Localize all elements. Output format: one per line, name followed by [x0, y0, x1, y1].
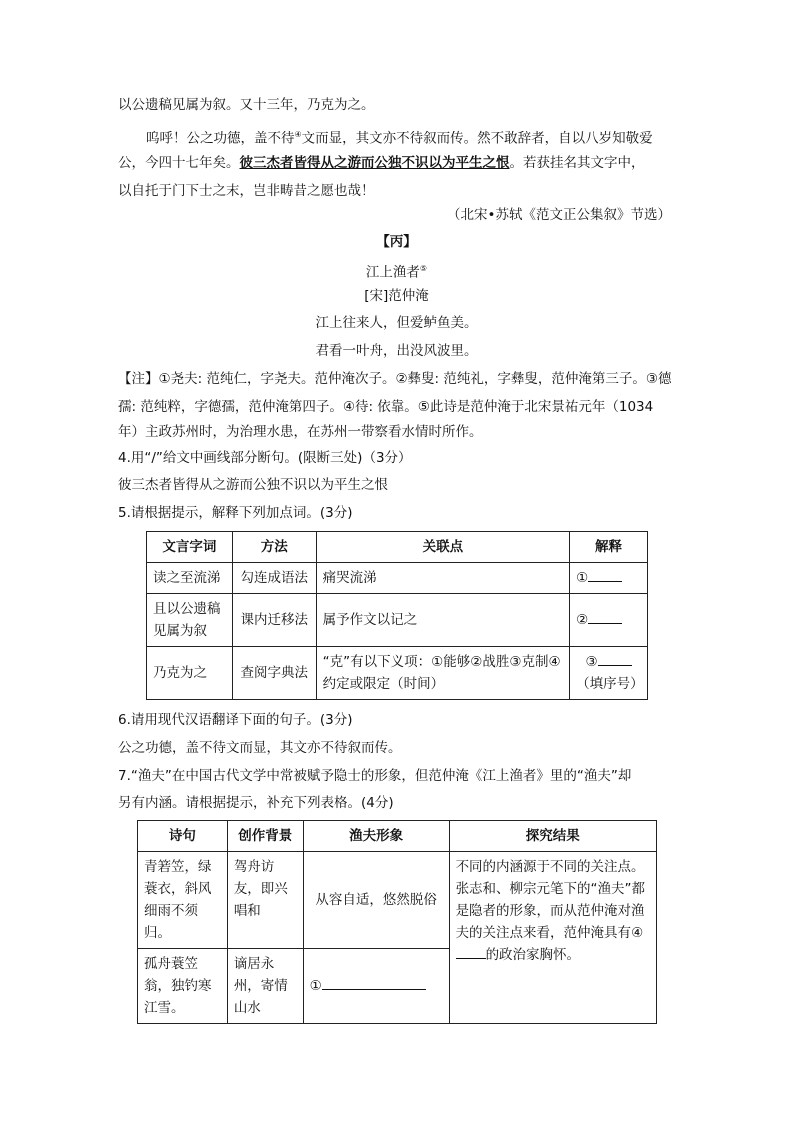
q5-header-method: 方法	[232, 532, 316, 563]
poem-line-2: 君看一叶舟，出没风波里。	[315, 343, 478, 359]
answer-blank[interactable]	[322, 975, 426, 990]
answer-blank[interactable]	[598, 651, 632, 666]
note-mark-4: ④	[294, 130, 302, 139]
q5-cell-answer[interactable]: ②	[570, 594, 648, 647]
table-row	[147, 647, 648, 700]
q5-prompt: 5.请根据提示，解释下列加点词。(3分)	[118, 505, 353, 521]
q5-header-answer: 解释	[570, 532, 648, 563]
q6-sentence: 公之功德，盖不待文而显，其文亦不待叙而传。	[118, 740, 402, 756]
q7-header-background: 创作背景	[227, 821, 303, 852]
table-row	[147, 594, 648, 647]
q6-prompt: 6.请用现代汉语翻译下面的句子。(3分)	[118, 712, 353, 728]
fill-number-note: （填序号）	[576, 676, 644, 692]
q5-cell-method: 课内迁移法	[232, 594, 316, 647]
q7-cell-verse: 孤舟蓑笠翁，独钓寒江雪。	[138, 949, 228, 1024]
q7-cell-background: 驾舟访友，即兴唱和	[227, 852, 303, 949]
q7-cell-image: 从容自适，悠然脱俗	[303, 852, 449, 949]
answer-blank[interactable]	[588, 567, 622, 582]
poem-author: [宋]范仲淹	[364, 288, 429, 304]
q7-cell-result[interactable]: 不同的内涵源于不同的关注点。张志和、柳宗元笔下的“渔夫”都是隐者的形象，而从范仲淹对渔夫的关注点来看，范仲淹具有④的政治家胸怀。	[449, 852, 656, 1024]
notes-line-3: 年）主政苏州时，为治理水患，在苏州一带察看水情时所作。	[118, 424, 483, 440]
q5-header-row	[147, 532, 648, 563]
q5-cell-word: 读之至流涕	[147, 563, 233, 594]
answer-blank[interactable]	[588, 609, 622, 624]
q7-header-row	[138, 821, 657, 852]
poem-title: 江上渔者⑤	[365, 264, 428, 281]
q5-cell-link: 痛哭流涕	[316, 563, 569, 594]
answer-blank[interactable]	[456, 944, 486, 959]
poem-line-1: 江上往来人，但爱鲈鱼美。	[315, 315, 478, 331]
q5-cell-method: 查阅字典法	[232, 647, 316, 700]
q5-cell-word: 乃克为之	[147, 647, 233, 700]
q5-header-link: 关联点	[316, 532, 569, 563]
q7-cell-image[interactable]: ①	[303, 949, 449, 1024]
q5-cell-link: 属予作文以记之	[316, 594, 569, 647]
note-mark-5: ⑤	[419, 264, 428, 273]
q5-cell-link: “克”有以下义项：①能够②战胜③克制④约定或限定（时间）	[316, 647, 569, 700]
q7-header-image: 渔夫形象	[303, 821, 449, 852]
q7-header-verse: 诗句	[138, 821, 228, 852]
table-row	[138, 852, 657, 949]
q5-cell-method: 勾连成语法	[232, 563, 316, 594]
q7-cell-verse: 青箬笠，绿蓑衣，斜风细雨不须归。	[138, 852, 228, 949]
passage-line-3: 公，今四十七年矣。彼三杰者皆得从之游而公独不识以为平生之恨。若获挂名其文字中，	[118, 155, 645, 171]
q5-cell-answer[interactable]: ③ （填序号）	[570, 647, 648, 700]
notes-line-2: 孺: 范纯粹，字德孺，范仲淹第四子。④待: 依靠。⑤此诗是范仲淹于北宋景祐元年（1034	[118, 399, 654, 415]
q5-cell-word: 且以公遗稿见属为叙	[147, 594, 233, 647]
notes-line-1: 【注】①尧夫: 范纯仁，字尧夫。范仲淹次子。②彝叟: 范纯礼，字彝叟，范仲淹第三子。③德	[118, 371, 672, 387]
q5-table	[146, 531, 648, 700]
passage-line-4: 以自托于门下士之末，岂非畴昔之愿也哉！	[118, 183, 375, 199]
q7-prompt-line-2: 另有内涵。请根据提示，补充下列表格。(4分)	[118, 795, 394, 811]
q7-prompt-line-1: 7.“渔夫”在中国古代文学中常被赋予隐士的形象，但范仲淹《江上渔者》里的“渔夫”却	[118, 768, 632, 784]
q7-cell-background: 谪居永州，寄情山水	[227, 949, 303, 1024]
q5-header-word: 文言字词	[147, 532, 233, 563]
passage-line-1: 以公遗稿见属为叙。又十三年，乃克为之。	[118, 97, 375, 113]
passage-source: （北宋•苏轼《范文正公集叙》节选）	[447, 207, 671, 223]
passage-line-2: 呜呼！公之功德，盖不待④文而显，其文亦不待叙而传。然不敢辞者，自以八岁知敬爱	[146, 130, 653, 147]
q4-sentence: 彼三杰者皆得从之游而公独不识以为平生之恨	[118, 477, 388, 493]
table-row	[147, 563, 648, 594]
underlined-sentence: 彼三杰者皆得从之游而公独不识以为平生之恨	[239, 155, 510, 171]
q7-header-result: 探究结果	[449, 821, 656, 852]
section-label-bing: 【丙】	[376, 234, 417, 250]
q7-table	[137, 820, 657, 1024]
q4-prompt: 4.用“/”给文中画线部分断句。(限断三处)（3分）	[118, 450, 412, 466]
q5-cell-answer[interactable]: ①	[570, 563, 648, 594]
